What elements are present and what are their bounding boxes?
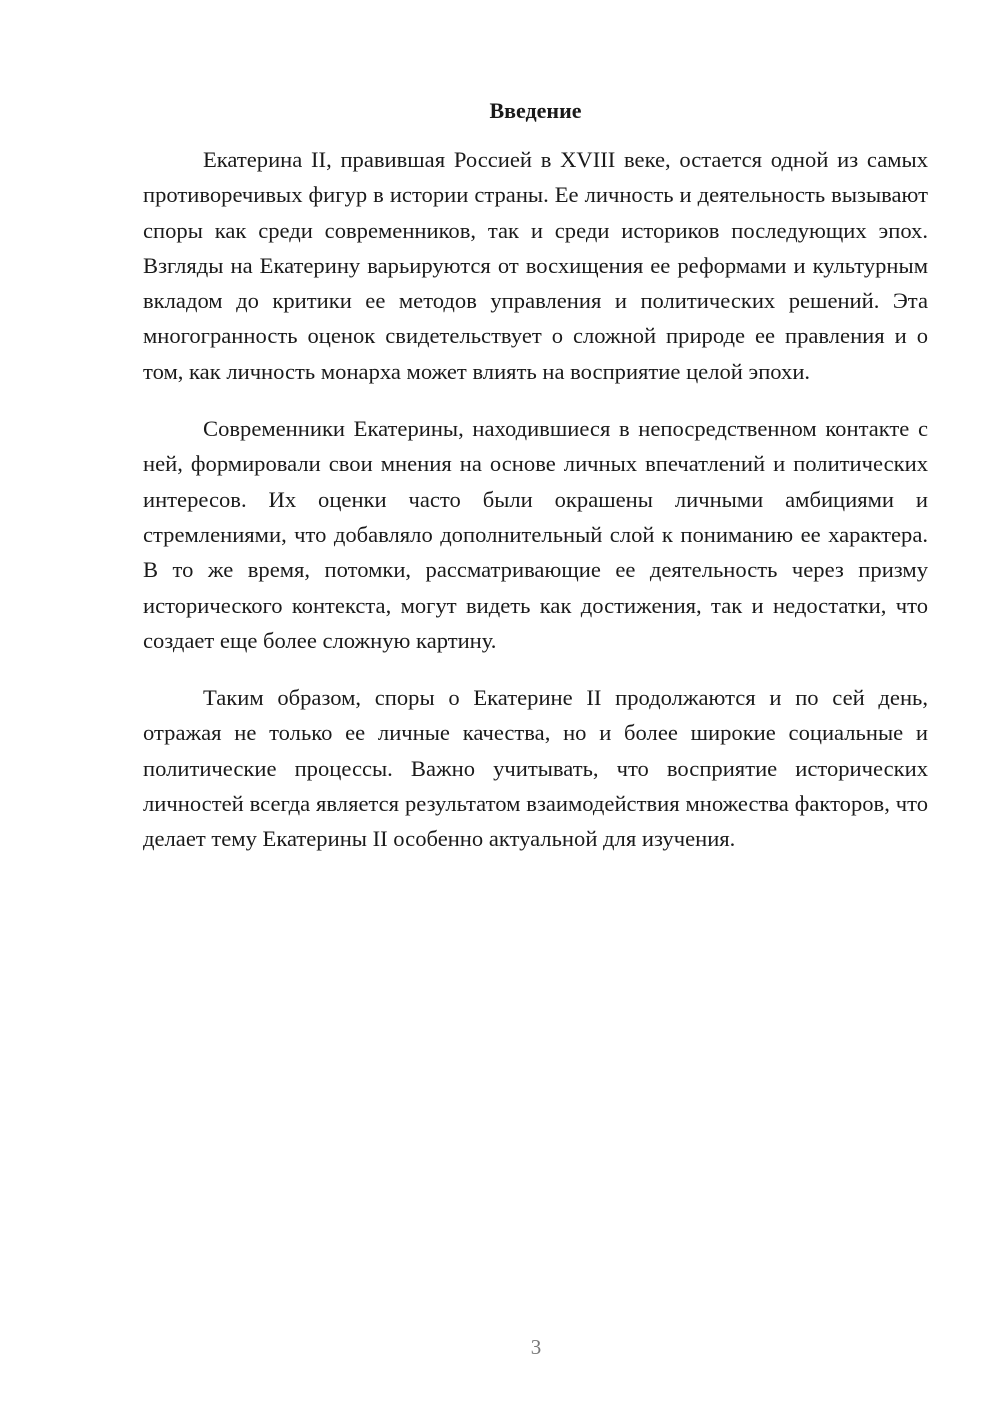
body-text: [143, 142, 928, 879]
paragraph-3: Таким образом, споры о Екатерине II продолжаются и по сей день, отражая не только ее личные качества, но и более широкие социальные и политические процессы. Важно учитывать, что восприятие исторических личностей всегда является результатом взаимодействия множества факторов, что делает тему Екатерины II особенно актуальной для изучения.: [143, 685, 928, 852]
paragraph-1: Екатерина II, правившая Россией в XVIII веке, остается одной из самых противоречивых фигур в истории страны. Ее личность и деятельность вызывают споры как среди современников, так и среди историков последующих эпох. Взгляды на Екатерину варьируются от восхищения ее реформами и культурным вкладом до критики ее методов управления и политических решений. Эта многогранность оценок свидетельствует о сложной природе ее правления и о том, как личность монарха может влиять на восприятие целой эпохи.: [143, 147, 928, 384]
page-number: 3: [530, 1335, 542, 1359]
section-title: Введение: [489, 98, 582, 123]
paragraph-2: Современники Екатерины, находившиеся в непосредственном контакте с ней, формировали свои мнения на основе личных впечатлений и политических интересов. Их оценки часто были окрашены личными амбициями и стремлениями, что добавляло дополнительный слой к пониманию ее характера. В то же время, потомки, рассматривающие ее деятельность через призму исторического контекста, могут видеть как достижения, так и недостатки, что создает еще более сложную картину.: [143, 416, 928, 653]
